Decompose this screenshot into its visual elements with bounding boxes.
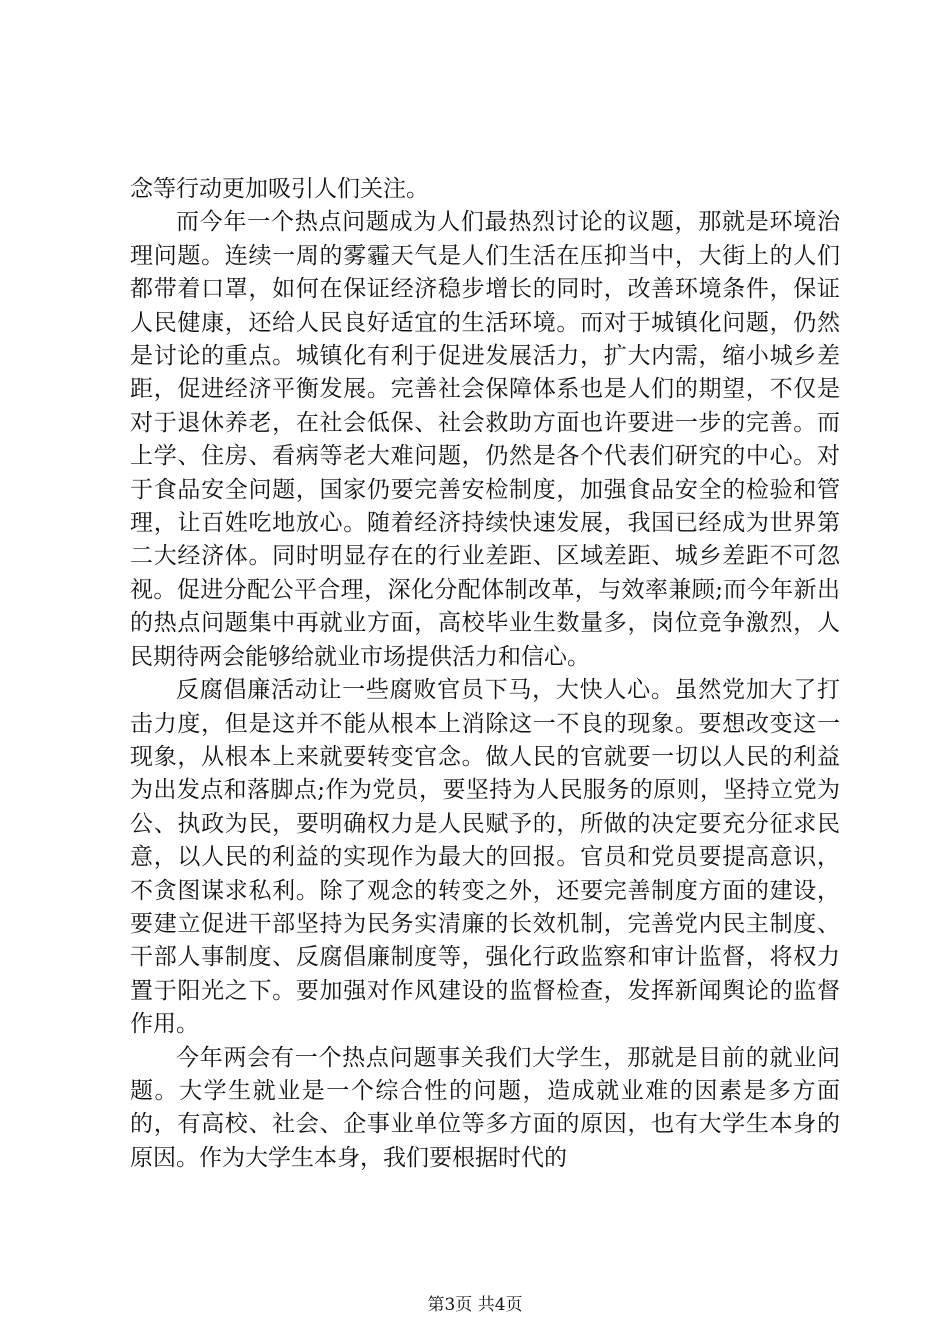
paragraph-2: 而今年一个热点问题成为人们最热烈讨论的议题，那就是环境治理问题。连续一周的雾霾天气是人们生活在压抑当中，大街上的人们都带着口罩，如何在保证经济稳步增长的同时，改善环境条件，保证人民健康，还给人民良好适宜的生活环境。而对于城镇化问题，仍然是讨论的重点。城镇化有利于促进发展活力，扩大内需，缩小城乡差距，促进经济平衡发展。完善社会保障体系也是人们的期望，不仅是对于退休养老，在社会低保、社会救助方面也许要进一步的完善。而上学、住房、看病等老大难问题，仍然是各个代表们研究的中心。对于食品安全问题，国家仍要完善安检制度，加强食品安全的检验和管理，让百姓吃地放心。随着经济持续快速发展，我国已经成为世界第二大经济体。同时明显存在的行业差距、区域差距、城乡差距不可忽视。促进分配公平合理，深化分配体制改革，与效率兼顾;而今年新出的热点问题集中再就业方面，高校毕业生数量多，岗位竞争激烈，人民期待两会能够给就业市场提供活力和信心。: [130, 209, 840, 670]
paragraph-3: 反腐倡廉活动让一些腐败官员下马，大快人心。虽然党加大了打击力度，但是这并不能从根本上消除这一不良的现象。要想改变这一现象，从根本上来就要转变官念。做人民的官就要一切以人民的利益为出发点和落脚点;作为党员，要坚持为人民服务的原则，坚持立党为公、执政为民，要明确权力是人民赋予的，所做的决定要充分征求民意，以人民的利益的实现作为最大的回报。官员和党员要提高意识，不贪图谋求私利。除了观念的转变之外，还要完善制度方面的建设，要建立促进干部坚持为民务实清廉的长效机制，完善党内民主制度、干部人事制度、反腐倡廉制度等，强化行政监察和审计监督，将权力置于阳光之下。要加强对作风建设的监督检查，发挥新闻舆论的监督作用。: [130, 677, 840, 1038]
document-body: [130, 173, 840, 1175]
paragraph-4: 今年两会有一个热点问题事关我们大学生，那就是目前的就业问题。大学生就业是一个综合性的问题，造成就业难的因素是多方面的，有高校、社会、企事业单位等多方面的原因，也有大学生本身的原因。作为大学生本身，我们要根据时代的: [130, 1044, 840, 1171]
page-number-footer: 第3页 共4页: [427, 1295, 523, 1315]
paragraph-1: 念等行动更加吸引人们关注。: [130, 176, 429, 202]
